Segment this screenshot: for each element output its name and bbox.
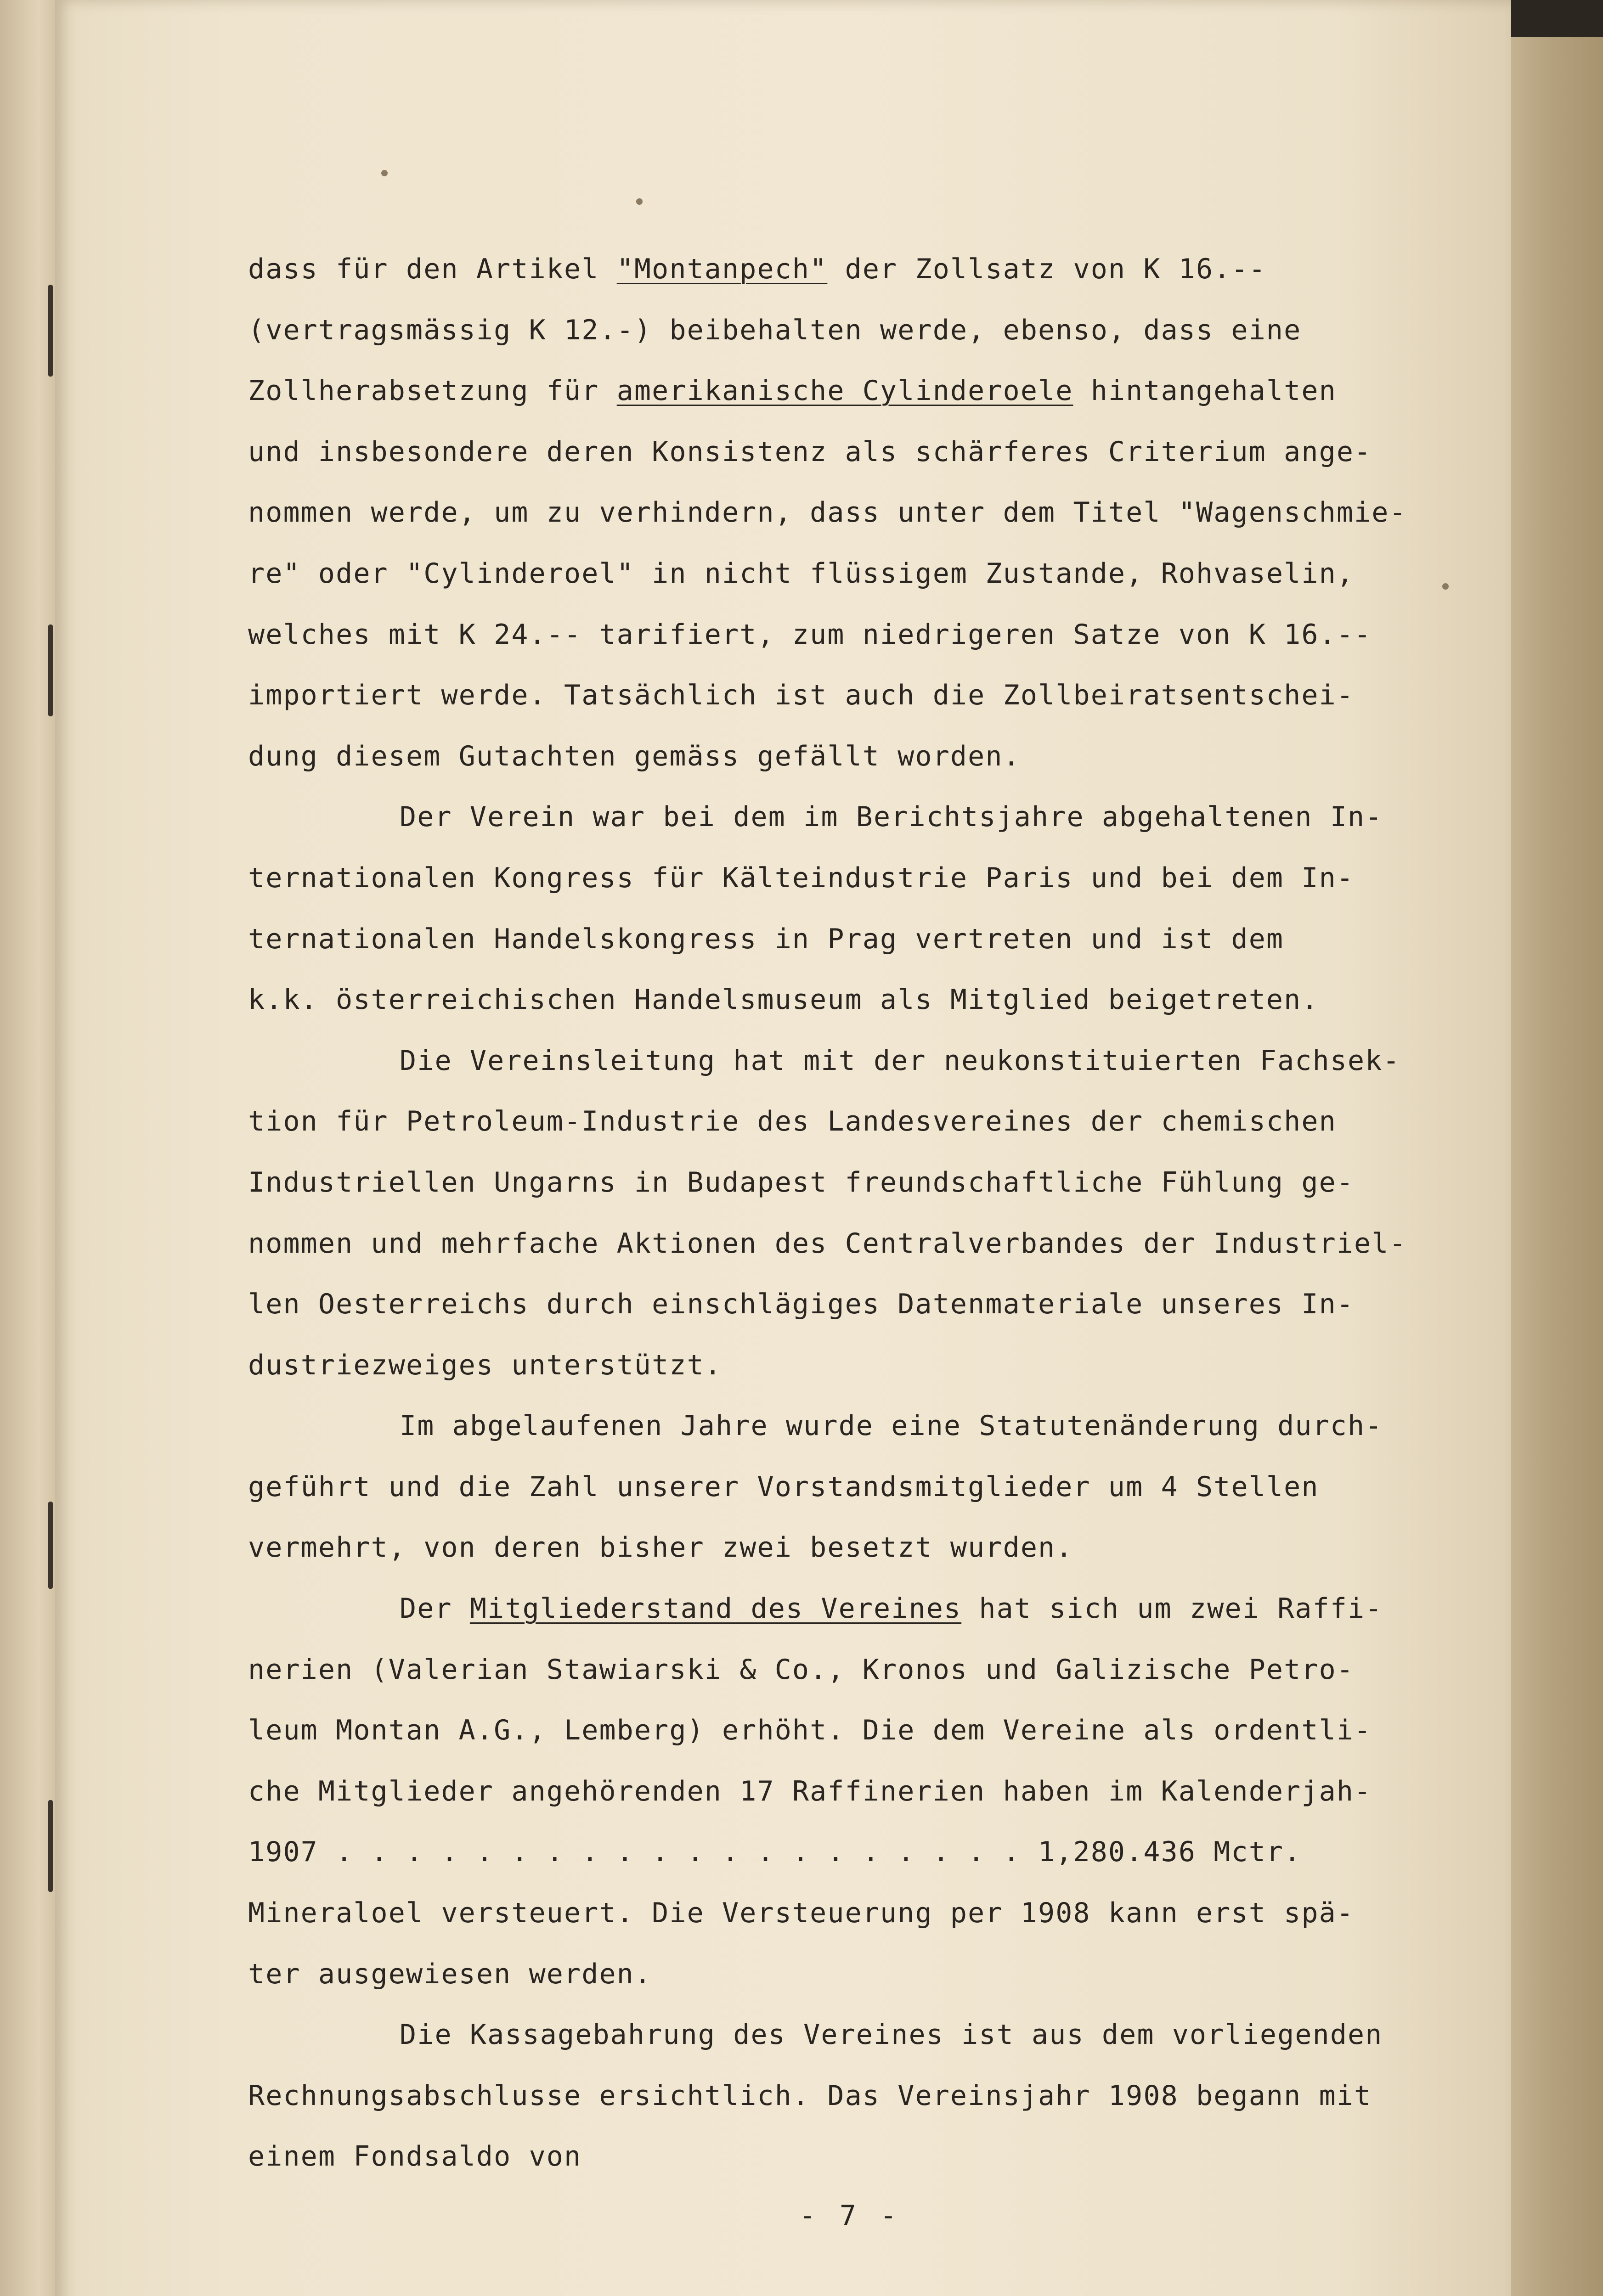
text-line: [248, 726, 1461, 787]
text-run: len Oesterreichs durch einschlägiges Datenmateriale unseres In-: [248, 1288, 1355, 1321]
text-line: [248, 1335, 1461, 1396]
text-run: dass für den Artikel: [248, 253, 617, 285]
text-run: importiert werde. Tatsächlich ist auch die Zollbeiratsentschei-: [248, 679, 1355, 712]
text-line: [248, 2004, 1461, 2065]
text-run: welches mit K 24.-- tarifiert, zum niedrigeren Satze von K 16.--: [248, 618, 1372, 651]
text-line: [248, 1030, 1461, 1092]
underlined-term: amerikanische Cylinderoele: [616, 375, 1073, 407]
text-line: [248, 1213, 1461, 1274]
paper-spot: [381, 170, 388, 176]
text-run: Der: [400, 1593, 470, 1625]
text-run: geführt und die Zahl unserer Vorstandsmitglieder um 4 Stellen: [248, 1470, 1319, 1503]
text-run: ternationalen Handelskongress in Prag vertreten und ist dem: [248, 923, 1284, 955]
text-run: einem Fondsaldo von: [248, 2140, 582, 2173]
text-line: [248, 360, 1461, 422]
text-run: Im abgelaufenen Jahre wurde eine Statutenänderung durch-: [400, 1410, 1383, 1442]
text-run: nerien (Valerian Stawiarski & Co., Kronos und Galizische Petro-: [248, 1653, 1355, 1686]
page-number: - 7 -: [799, 2200, 901, 2232]
text-run: tion für Petroleum-Industrie des Landesvereines der chemischen: [248, 1105, 1337, 1138]
text-run: Industriellen Ungarns in Budapest freundschaftliche Fühlung ge-: [248, 1166, 1355, 1199]
text-line: [248, 2065, 1461, 2127]
underlined-term: Mitgliederstand des Vereines: [469, 1593, 962, 1625]
text-run: ter ausgewiesen werden.: [248, 1958, 652, 1990]
text-line: [248, 300, 1461, 361]
text-line: [248, 1883, 1461, 1944]
text-run: 1907 . . . . . . . . . . . . . . . . . . . . 1,280.436 Mctr.: [248, 1836, 1302, 1868]
text-run: vermehrt, von deren bisher zwei besetzt wurden.: [248, 1531, 1073, 1564]
binding-staple: [48, 1800, 53, 1892]
text-line: [248, 665, 1461, 726]
text-run: hintangehalten: [1073, 375, 1337, 407]
text-line: [248, 1761, 1461, 1822]
text-run: che Mitglieder angehörenden 17 Raffinerien haben im Kalenderjah-: [248, 1775, 1372, 1807]
text-line: [248, 969, 1461, 1030]
text-run: Rechnungsabschlusse ersichtlich. Das Vereinsjahr 1908 begann mit: [248, 2079, 1372, 2112]
text-line: [248, 1091, 1461, 1152]
text-run: dung diesem Gutachten gemäss gefällt worden.: [248, 740, 1021, 772]
text-line: [248, 2126, 1461, 2187]
text-line: [248, 604, 1461, 665]
text-run: Mineraloel versteuert. Die Versteuerung per 1908 kann erst spä-: [248, 1897, 1355, 1930]
text-run: k.k. österreichischen Handelsmuseum als Mitglied beigetreten.: [248, 984, 1319, 1016]
paper-spot: [636, 198, 643, 205]
text-run: der Zollsatz von K 16.--: [827, 253, 1266, 285]
text-run: Zollherabsetzung für: [248, 375, 617, 407]
text-run: Der Verein war bei dem im Berichtsjahre abgehaltenen In-: [400, 801, 1383, 833]
text-run: und insbesondere deren Konsistenz als schärferes Criterium ange-: [248, 435, 1372, 468]
text-run: hat sich um zwei Raffi-: [961, 1593, 1383, 1625]
text-run: ternationalen Kongress für Kälteindustrie Paris und bei dem In-: [248, 861, 1355, 894]
text-line: [248, 1396, 1461, 1457]
text-line: [248, 1639, 1461, 1700]
text-run: leum Montan A.G., Lemberg) erhöht. Die dem Vereine als ordentli-: [248, 1714, 1372, 1747]
underlined-term: "Montanpech": [616, 253, 828, 285]
text-line: [248, 1944, 1461, 2005]
document-body: [248, 239, 1461, 2187]
text-line: [248, 1578, 1461, 1639]
text-run: Die Kassagebahrung des Vereines ist aus dem vorliegenden: [400, 2019, 1383, 2051]
text-line: [248, 482, 1461, 543]
binding-staple: [48, 625, 53, 716]
text-run: re" oder "Cylinderoel" in nicht flüssigem Zustande, Rohvaselin,: [248, 557, 1355, 590]
text-run: Die Vereinsleitung hat mit der neukonstituierten Fachsek-: [400, 1044, 1400, 1077]
text-run: (vertragsmässig K 12.-) beibehalten werde, ebenso, dass eine: [248, 314, 1302, 346]
text-run: nommen werde, um zu verhindern, dass unter dem Titel "Wagenschmie-: [248, 496, 1407, 529]
text-line: [248, 1274, 1461, 1335]
text-line: [248, 1822, 1461, 1883]
text-run: nommen und mehrfache Aktionen des Centralverbandes der Industriel-: [248, 1227, 1407, 1260]
text-line: [248, 543, 1461, 604]
text-line: [248, 422, 1461, 483]
text-line: [248, 239, 1461, 300]
text-line: [248, 1152, 1461, 1213]
text-line: [248, 909, 1461, 970]
text-line: [248, 1700, 1461, 1761]
text-run: dustriezweiges unterstützt.: [248, 1349, 722, 1381]
text-line: [248, 1517, 1461, 1578]
page-stack-edge: [1511, 37, 1603, 2296]
binding-staple: [48, 1502, 53, 1589]
text-line: [248, 848, 1461, 909]
text-line: [248, 787, 1461, 848]
facing-page-edge: [0, 0, 55, 2296]
text-line: [248, 1457, 1461, 1518]
binding-staple: [48, 285, 53, 377]
